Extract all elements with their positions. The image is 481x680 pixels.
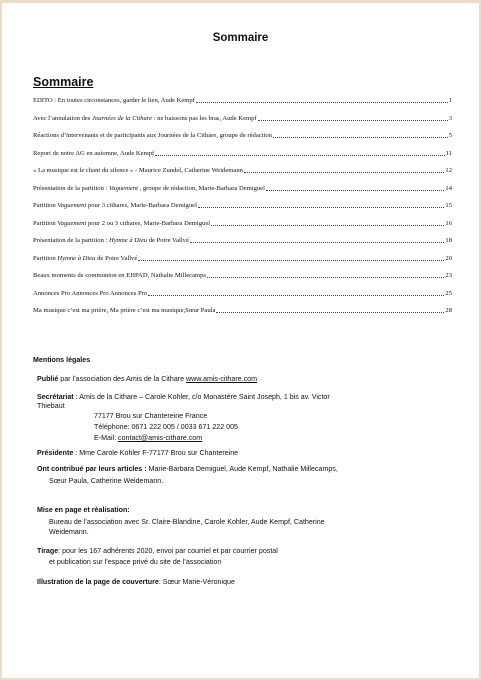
toc-entry-title bbox=[33, 149, 154, 158]
toc-page-number: 23 bbox=[445, 272, 452, 279]
toc-page-number: 1 bbox=[448, 97, 452, 104]
toc-leader-dots bbox=[266, 189, 444, 191]
toc-leader-dots bbox=[155, 154, 444, 156]
email-label: E-Mail: bbox=[94, 434, 119, 442]
toc-entry[interactable] bbox=[33, 201, 452, 210]
illustration-text: : Sœur Marie-Véronique bbox=[158, 578, 235, 586]
toc-entry-text: Réactions d’intervenants et de participants aux Journées de la Cithare, groupe de rédaction bbox=[33, 132, 272, 139]
toc-entry[interactable] bbox=[33, 289, 452, 298]
toc-entry-text-end: pour 2 ou 3 cithares, Marie-Barbara Demiguel bbox=[86, 220, 211, 227]
toc-entry-text: Ma musique c’est ma prière, Ma prière c’est ma musique,Sœur Paula bbox=[33, 307, 216, 314]
toc-page-number: 11 bbox=[445, 150, 452, 157]
toc-heading: Sommaire bbox=[33, 75, 94, 89]
contributors-text: Marie-Barbara Demiguel, Aude Kempf, Nathalie Millecamps, bbox=[146, 465, 338, 473]
tirage-line-2: et publication sur l’espace privé du site de l’association bbox=[49, 558, 222, 566]
toc-entry-title bbox=[33, 114, 257, 123]
page-title: Sommaire bbox=[212, 32, 269, 44]
publisher-text: par l’association des Amis de la Cithare bbox=[58, 375, 187, 383]
email-line bbox=[94, 434, 202, 443]
toc-entry-title bbox=[33, 131, 272, 140]
toc-entry-title bbox=[33, 254, 137, 263]
toc-leader-dots bbox=[258, 119, 448, 121]
toc-leader-dots bbox=[198, 206, 445, 208]
toc-entry-text: Beaux moments de communion en EHPAD, Nathalie Millecamps bbox=[33, 272, 206, 279]
toc-entry-text-end: de Poire Vallvé bbox=[147, 237, 189, 244]
toc-entry[interactable] bbox=[33, 166, 452, 175]
toc-entry-title bbox=[33, 271, 206, 280]
toc-leader-dots bbox=[207, 276, 444, 278]
toc-entry-emphasis: Hymne à Dieu bbox=[57, 255, 96, 262]
toc-entry-text-end: pour 3 cithares, Marie-Barbara Demiguel bbox=[86, 202, 197, 209]
toc-leader-dots bbox=[244, 171, 444, 173]
toc-entry-text-end: , groupe de rédaction, Marie-Barbara Demiguel bbox=[137, 185, 265, 192]
toc-entry-emphasis: Vaguement bbox=[57, 220, 87, 227]
phone-line: Téléphone: 0671 222 005 / 0033 671 222 005 bbox=[94, 423, 238, 431]
address-line: 77177 Brou sur Chantereine France bbox=[94, 412, 208, 420]
toc-entry-text: Report de notre AG en automne, Aude Kempf bbox=[33, 150, 155, 157]
toc-entry-title bbox=[33, 236, 189, 245]
toc-entry[interactable] bbox=[33, 96, 452, 105]
toc-page-number: 16 bbox=[445, 220, 452, 227]
illustration-line bbox=[37, 578, 235, 587]
toc-entry[interactable] bbox=[33, 306, 452, 315]
toc-entry-text-end: de Poire Vallvé bbox=[95, 255, 138, 262]
toc-entry-emphasis: Hymne à Dieu bbox=[109, 237, 148, 244]
toc-entry-title bbox=[33, 219, 210, 228]
toc-leader-dots bbox=[273, 136, 448, 138]
toc-entry[interactable] bbox=[33, 114, 452, 123]
document-page bbox=[2, 3, 479, 678]
layout-line-1: Bureau de l’association avec Sr. Claire-Blandine, Carole Kohler, Aude Kempf, Catherine bbox=[49, 518, 325, 526]
secretariat-line bbox=[37, 393, 330, 402]
publisher-line bbox=[37, 375, 257, 384]
secretariat-line-2: Thiebaut bbox=[37, 402, 65, 410]
toc-entry[interactable] bbox=[33, 254, 452, 263]
contributors-line bbox=[37, 465, 338, 474]
toc-entry-emphasis: Journées de la Cithare bbox=[92, 115, 153, 122]
toc-entry[interactable] bbox=[33, 236, 452, 245]
secretariat-text: : Amis de la Cithare – Carole Kohler, c/o Monastère Saint Joseph, 1 bis av. Victor bbox=[73, 393, 330, 401]
layout-label: Mise en page et réalisation: bbox=[37, 506, 130, 514]
toc-page-number: 18 bbox=[445, 237, 452, 244]
toc-leader-dots bbox=[148, 294, 444, 296]
website-link[interactable]: www.amis-cithare.com bbox=[186, 375, 257, 383]
tirage-label: Tirage bbox=[37, 547, 59, 555]
toc-entry-text: Avec l’annulation des bbox=[33, 115, 93, 122]
president-text: : Mme Carole Kohler F-77177 Brou sur Chantereine bbox=[73, 449, 239, 457]
toc-entry-text: Présentation de la partition : bbox=[33, 237, 109, 244]
mentions-heading: Mentions légales bbox=[33, 356, 91, 364]
toc-entry-title bbox=[33, 306, 215, 315]
toc-leader-dots bbox=[216, 311, 444, 313]
publisher-label: Publié bbox=[37, 375, 59, 383]
tirage-line bbox=[37, 547, 278, 556]
toc-entry-text: Partition bbox=[33, 220, 58, 227]
secretariat-label: Secrétariat bbox=[37, 393, 74, 401]
toc-entry-text: « La musique est le chant du silence » - Maurice Zundel, Catherine Weidemann bbox=[33, 167, 243, 174]
toc-leader-dots bbox=[138, 259, 444, 261]
email-link[interactable]: contact@amis-cithare.com bbox=[118, 434, 203, 442]
toc-leader-dots bbox=[190, 241, 445, 243]
toc-entry-text: Présentation de la partition : bbox=[33, 185, 109, 192]
toc-page-number: 14 bbox=[445, 185, 452, 192]
toc-entry-text: Annonces Pro Annonces Pro Annonces Pro bbox=[33, 290, 148, 297]
toc-entry-text: EDITO : En toutes circonstances, garder le lien, Aude Kempf bbox=[33, 97, 195, 104]
toc-entry[interactable] bbox=[33, 131, 452, 140]
toc-leader-dots bbox=[196, 101, 448, 103]
toc-page-number: 28 bbox=[445, 307, 452, 314]
toc-entry-title bbox=[33, 166, 243, 175]
toc-entry-title bbox=[33, 184, 265, 193]
toc-entry-title bbox=[33, 289, 147, 298]
toc-page-number: 3 bbox=[448, 115, 452, 122]
toc-entry-text-end: : ne baissons pas les bras, Aude Kempf bbox=[152, 115, 257, 122]
toc-entry-text: Partition bbox=[33, 202, 58, 209]
toc-page-number: 25 bbox=[445, 290, 452, 297]
tirage-text: : pour les 167 adhérents 2020, envoi par courriel et par courrier postal bbox=[58, 547, 278, 555]
contributors-line-2: Sœur Paula, Catherine Weidemann. bbox=[49, 477, 164, 485]
toc-page-number: 12 bbox=[445, 167, 452, 174]
toc-entry-emphasis: Vaguement bbox=[57, 202, 87, 209]
toc-page-number: 20 bbox=[445, 255, 452, 262]
contributors-label: Ont contribué par leurs articles : bbox=[37, 465, 147, 473]
toc-page-number: 5 bbox=[448, 132, 452, 139]
toc-entry-title bbox=[33, 96, 195, 105]
toc-entry-title bbox=[33, 201, 197, 210]
toc-entry[interactable] bbox=[33, 184, 452, 193]
president-line bbox=[37, 449, 238, 458]
layout-line-2: Weidemann. bbox=[49, 528, 89, 536]
toc-entry[interactable] bbox=[33, 149, 452, 158]
toc-entry[interactable] bbox=[33, 219, 452, 228]
illustration-label: Illustration de la page de couverture bbox=[37, 578, 159, 586]
toc-entry-text: Partition bbox=[33, 255, 58, 262]
toc-page-number: 15 bbox=[445, 202, 452, 209]
president-label: Présidente bbox=[37, 449, 74, 457]
toc-leader-dots bbox=[211, 224, 444, 226]
toc-entry-emphasis: Vaguement bbox=[109, 185, 138, 192]
toc-entry[interactable] bbox=[33, 271, 452, 280]
